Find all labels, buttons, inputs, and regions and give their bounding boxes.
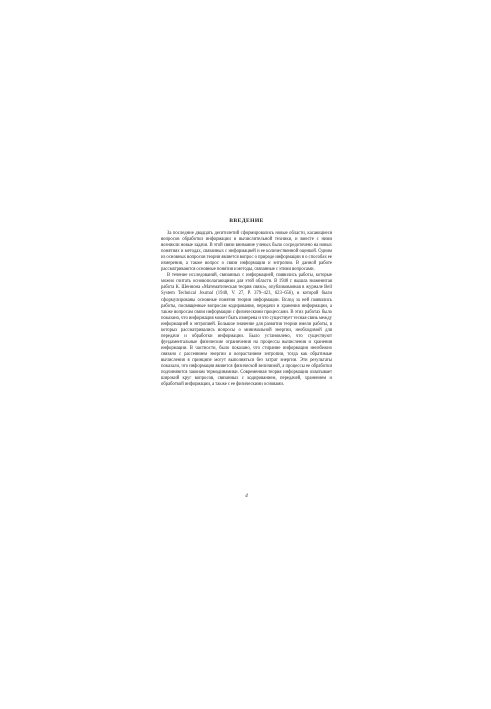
page-number: 4 <box>245 494 248 499</box>
paragraph-1: За последние двадцать десятилетий сформировались новые области, касающиеся вопросов обработки информации и вычислительной техники, и вместе с ними возникли новые задачи. В этой связи внимание ученых было сосредоточено на новых понятиях и методах, связанных с информацией и ее количественной оценкой. Одним из основных вопросов теории является вопрос о природе информации и о способах ее измерения, а также вопрос о связи информации и энтропии. В данной работе рассматриваются основные понятия и методы, связанные с этими вопросами. <box>161 231 332 273</box>
paragraph-2: В течение исследований, связанных с информацией, появились работы, которые можно считать основополагающими для этой области. В 1948 г. вышла знаменитая работа К. Шеннона «Математическая теория связи», опубликованная в журнале Bell System Technical Journal (1948, V. 27, P. 379–423, 623–656), в которой были сформулированы основные понятия теории информации. Вслед за ней появились работы, посвященные вопросам кодирования, передачи и хранения информации, а также вопросам связи информации с физическими процессами. В этих работах было показано, что информация может быть измерена и что существует тесная связь между информацией и энтропией. Большое значение для развития теории имели работы, в которых рассматривались вопросы о минимальной энергии, необходимой для передачи и обработки информации. Было установлено, что существуют фундаментальные физические ограничения на процессы вычисления и хранения информации. В частности, было показано, что стирание информации неизбежно связано с рассеянием энергии и возрастанием энтропии, тогда как обратимые вычисления в принципе могут выполняться без затрат энергии. Эти результаты показали, что информация является физической величиной, а процессы ее обработки подчиняются законам термодинамики. Современная теория информации охватывает широкий круг вопросов, связанных с кодированием, передачей, хранением и обработкой информации, а также с ее физическими основами. <box>161 273 332 388</box>
section-heading: ВВЕДЕНИЕ <box>229 218 264 224</box>
text-block <box>161 218 332 388</box>
